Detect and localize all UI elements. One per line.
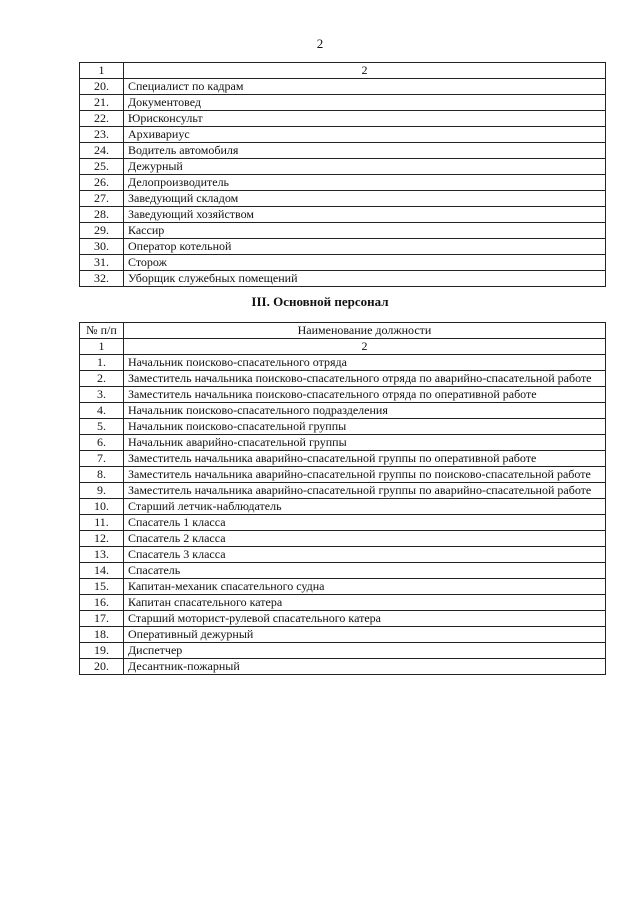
row-number: 21. bbox=[80, 95, 124, 111]
position-name: Дежурный bbox=[124, 159, 606, 175]
row-number: 13. bbox=[80, 547, 124, 563]
row-number: 7. bbox=[80, 451, 124, 467]
table-row bbox=[80, 579, 606, 595]
position-name: Капитан спасательного катера bbox=[124, 595, 606, 611]
position-name: Заместитель начальника аварийно-спасательной группы по поисково-спасательной работе bbox=[124, 467, 606, 483]
row-number: 16. bbox=[80, 595, 124, 611]
table-header-row bbox=[80, 323, 606, 339]
table-row bbox=[80, 95, 606, 111]
position-name: Уборщик служебных помещений bbox=[124, 271, 606, 287]
column-name-header: 2 bbox=[124, 63, 606, 79]
table-row bbox=[80, 419, 606, 435]
table-row bbox=[80, 531, 606, 547]
position-name: Архивариус bbox=[124, 127, 606, 143]
position-name: Начальник поисково-спасательного подразделения bbox=[124, 403, 606, 419]
column-number-header: № п/п bbox=[80, 323, 124, 339]
table-row bbox=[80, 159, 606, 175]
row-number: 4. bbox=[80, 403, 124, 419]
position-name: Спасатель bbox=[124, 563, 606, 579]
position-name: Заведующий складом bbox=[124, 191, 606, 207]
row-number: 9. bbox=[80, 483, 124, 499]
row-number: 25. bbox=[80, 159, 124, 175]
position-name: Диспетчер bbox=[124, 643, 606, 659]
table-row bbox=[80, 223, 606, 239]
table-row bbox=[80, 127, 606, 143]
position-name: Начальник поисково-спасательного отряда bbox=[124, 355, 606, 371]
table-row bbox=[80, 255, 606, 271]
row-number: 22. bbox=[80, 111, 124, 127]
position-name: Десантник-пожарный bbox=[124, 659, 606, 675]
table-header-row bbox=[80, 63, 606, 79]
table-row bbox=[80, 643, 606, 659]
row-number: 15. bbox=[80, 579, 124, 595]
table-row bbox=[80, 403, 606, 419]
row-number: 29. bbox=[80, 223, 124, 239]
row-number: 31. bbox=[80, 255, 124, 271]
row-number: 20. bbox=[80, 659, 124, 675]
column-name-header: Наименование должности bbox=[124, 323, 606, 339]
row-number: 11. bbox=[80, 515, 124, 531]
column-number-index: 1 bbox=[80, 339, 124, 355]
table-row bbox=[80, 79, 606, 95]
section-title: III. Основной персонал bbox=[251, 294, 389, 309]
row-number: 24. bbox=[80, 143, 124, 159]
table-row bbox=[80, 239, 606, 255]
table-row bbox=[80, 515, 606, 531]
table-row bbox=[80, 499, 606, 515]
row-number: 14. bbox=[80, 563, 124, 579]
position-name: Оператор котельной bbox=[124, 239, 606, 255]
position-name: Заведующий хозяйством bbox=[124, 207, 606, 223]
table-row bbox=[80, 451, 606, 467]
column-name-index: 2 bbox=[124, 339, 606, 355]
table-row bbox=[80, 563, 606, 579]
position-name: Заместитель начальника аварийно-спасательной группы по аварийно-спасательной работе bbox=[124, 483, 606, 499]
table-row bbox=[80, 207, 606, 223]
row-number: 17. bbox=[80, 611, 124, 627]
row-number: 32. bbox=[80, 271, 124, 287]
table-row bbox=[80, 387, 606, 403]
row-number: 6. bbox=[80, 435, 124, 451]
table-row bbox=[80, 547, 606, 563]
position-name: Спасатель 2 класса bbox=[124, 531, 606, 547]
row-number: 20. bbox=[80, 79, 124, 95]
table-row bbox=[80, 467, 606, 483]
position-name: Начальник аварийно-спасательной группы bbox=[124, 435, 606, 451]
row-number: 3. bbox=[80, 387, 124, 403]
row-number: 26. bbox=[80, 175, 124, 191]
table-row bbox=[80, 191, 606, 207]
position-name: Заместитель начальника аварийно-спасательной группы по оперативной работе bbox=[124, 451, 606, 467]
position-name: Старший моторист-рулевой спасательного катера bbox=[124, 611, 606, 627]
position-name: Заместитель начальника поисково-спасательного отряда по оперативной работе bbox=[124, 387, 606, 403]
row-number: 28. bbox=[80, 207, 124, 223]
main-personnel-table bbox=[79, 322, 606, 675]
position-name: Юрисконсульт bbox=[124, 111, 606, 127]
table-row bbox=[80, 627, 606, 643]
position-name: Старший летчик-наблюдатель bbox=[124, 499, 606, 515]
position-name: Делопроизводитель bbox=[124, 175, 606, 191]
row-number: 1. bbox=[80, 355, 124, 371]
table-subheader-row bbox=[80, 339, 606, 355]
table-row bbox=[80, 595, 606, 611]
positions-table-continued bbox=[79, 62, 606, 287]
row-number: 27. bbox=[80, 191, 124, 207]
page-number: 2 bbox=[316, 36, 324, 51]
position-name: Сторож bbox=[124, 255, 606, 271]
table-row bbox=[80, 143, 606, 159]
row-number: 2. bbox=[80, 371, 124, 387]
row-number: 19. bbox=[80, 643, 124, 659]
row-number: 10. bbox=[80, 499, 124, 515]
row-number: 23. bbox=[80, 127, 124, 143]
position-name: Кассир bbox=[124, 223, 606, 239]
table-row bbox=[80, 659, 606, 675]
table-row bbox=[80, 435, 606, 451]
position-name: Спасатель 1 класса bbox=[124, 515, 606, 531]
table-row bbox=[80, 111, 606, 127]
position-name: Водитель автомобиля bbox=[124, 143, 606, 159]
position-name: Спасатель 3 класса bbox=[124, 547, 606, 563]
position-name: Оперативный дежурный bbox=[124, 627, 606, 643]
table-row bbox=[80, 355, 606, 371]
position-name: Капитан-механик спасательного судна bbox=[124, 579, 606, 595]
position-name: Специалист по кадрам bbox=[124, 79, 606, 95]
row-number: 12. bbox=[80, 531, 124, 547]
table-row bbox=[80, 175, 606, 191]
row-number: 8. bbox=[80, 467, 124, 483]
row-number: 5. bbox=[80, 419, 124, 435]
position-name: Заместитель начальника поисково-спасательного отряда по аварийно-спасательной работе bbox=[124, 371, 606, 387]
position-name: Начальник поисково-спасательной группы bbox=[124, 419, 606, 435]
position-name: Документовед bbox=[124, 95, 606, 111]
table-row bbox=[80, 611, 606, 627]
table-row bbox=[80, 271, 606, 287]
table-row bbox=[80, 371, 606, 387]
table-row bbox=[80, 483, 606, 499]
column-number-header: 1 bbox=[80, 63, 124, 79]
row-number: 18. bbox=[80, 627, 124, 643]
row-number: 30. bbox=[80, 239, 124, 255]
